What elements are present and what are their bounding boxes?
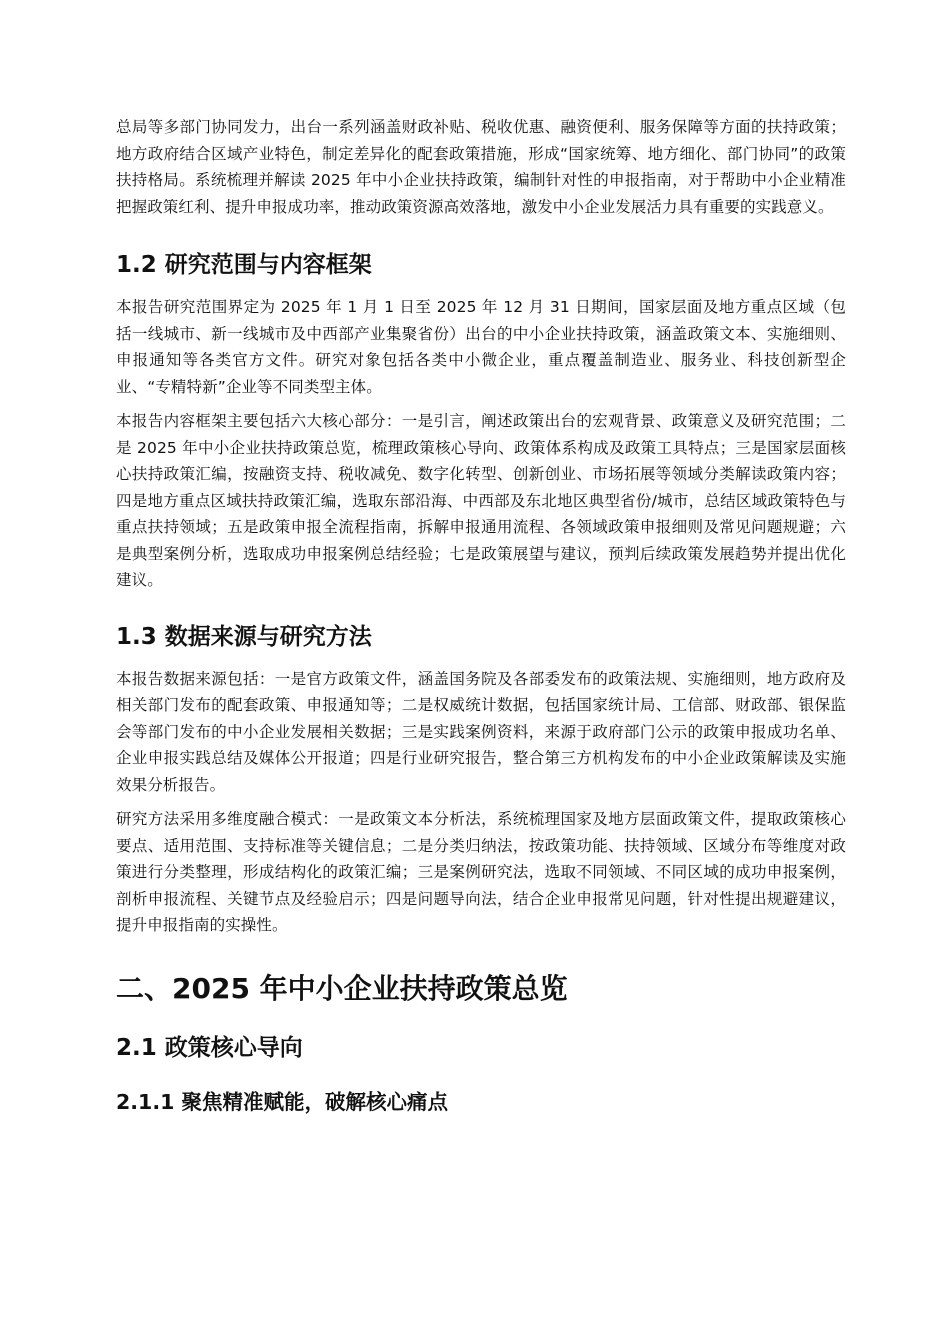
- section-1-3-paragraph-2: 研究方法采用多维度融合模式：一是政策文本分析法，系统梳理国家及地方层面政策文件，提取政策核心要点、适用范围、支持标准等关键信息；二是分类归纳法，按政策功能、扶持领域、区域分布等维度对政策进行分类整理，形成结构化的政策汇编；三是案例研究法，选取不同领域、不同区域的成功申报案例，剖析申报流程、关键节点及经验启示；四是问题导向法，结合企业申报常见问题，针对性提出规避建议，提升申报指南的实操性。: [116, 810, 846, 934]
- section-1-3-heading: 1.3 数据来源与研究方法: [116, 623, 372, 650]
- section-1-3-body: [116, 666, 846, 939]
- section-1-2-paragraph-2: 本报告内容框架主要包括六大核心部分：一是引言，阐述政策出台的宏观背景、政策意义及研究范围；二是 2025 年中小企业扶持政策总览，梳理政策核心导向、政策体系构成及政策工具特点；三是国家层面核心扶持政策汇编，按融资支持、税收减免、数字化转型、创新创业、市场拓展等领域分类解读政策内容；四是地方重点区域扶持政策汇编，选取东部沿海、中西部及东北地区典型省份/城市，总结区域政策特色与重点扶持领域；五是政策申报全流程指南，拆解申报通用流程、各领域政策申报细则及常见问题规避；六是典型案例分析，选取成功申报案例总结经验；七是政策展望与建议，预判后续政策发展趋势并提出优化建议。: [116, 412, 846, 589]
- section-1-3-paragraph-1: 本报告数据来源包括：一是官方政策文件，涵盖国务院及各部委发布的政策法规、实施细则，地方政府及相关部门发布的配套政策、申报通知等；二是权威统计数据，包括国家统计局、工信部、财政部、银保监会等部门发布的中小企业发展相关数据；三是实践案例资料，来源于政府部门公示的政策申报成功名单、企业申报实践总结及媒体公开报道；四是行业研究报告，整合第三方机构发布的中小企业政策解读及实施效果分析报告。: [116, 669, 846, 794]
- intro-paragraph: 总局等多部门协同发力，出台一系列涵盖财政补贴、税收优惠、融资便利、服务保障等方面的扶持政策；地方政府结合区域产业特色，制定差异化的配套政策措施，形成“国家统筹、地方细化、部门协同”的政策扶持格局。系统梳理并解读 2025 年中小企业扶持政策，编制针对性的申报指南，对于帮助中小企业精准把握政策红利、提升申报成功率，推动政策资源高效落地，激发中小企业发展活力具有重要的实践意义。: [116, 118, 846, 216]
- chapter-2-heading: 二、2025 年中小企业扶持政策总览: [116, 971, 568, 1005]
- section-2-1-heading: 2.1 政策核心导向: [116, 1034, 303, 1061]
- document-page: [116, 114, 846, 1117]
- section-1-2-heading: 1.2 研究范围与内容框架: [116, 252, 372, 278]
- section-1-2-paragraph-1: 本报告研究范围界定为 2025 年 1 月 1 日至 2025 年 12 月 31 日期间，国家层面及地方重点区域（包括一线城市、新一线城市及中西部产业集聚省份）出台的中小企业扶持政策，涵盖政策文本、实施细则、申报通知等各类官方文件。研究对象包括各类中小微企业，重点覆盖制造业、服务业、科技创新型企业、“专精特新”企业等不同类型主体。: [116, 298, 846, 396]
- section-1-2-body: [116, 294, 846, 594]
- section-2-1-1-heading: 2.1.1 聚焦精准赋能，破解核心痛点: [116, 1089, 449, 1114]
